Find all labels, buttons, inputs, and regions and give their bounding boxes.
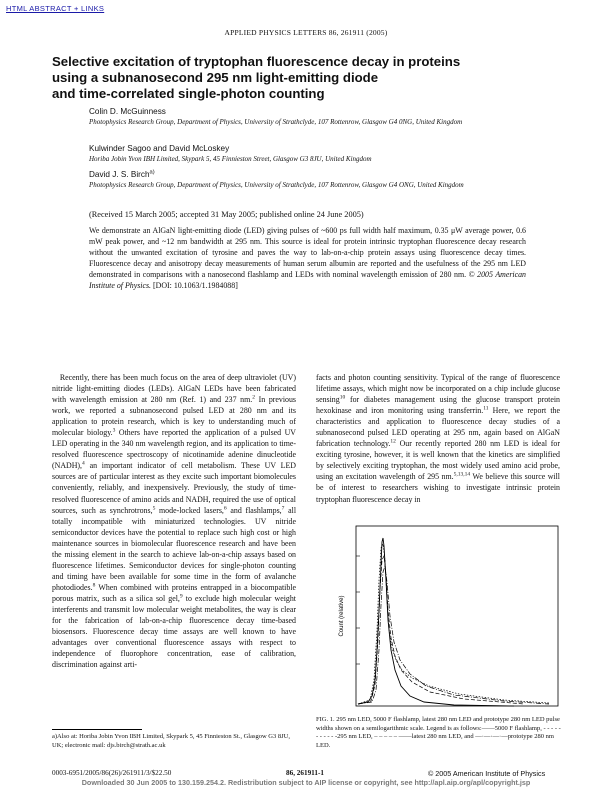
left-text-1: Recently, there has been much focus on the area of deep ultraviolet (UV) nitride light-emitting diodes (LEDs). AlGaN LEDs have been fabricated with wavelength emission at 280 nm (Ref. 1) and 237 nm. <box>52 373 296 405</box>
body-right-column <box>316 372 560 505</box>
left-text-5: mode-locked lasers, <box>155 505 224 515</box>
left-text-8: When combined with proteins entrapped in a biocompatible porous matrix, such as a silica sol gel, <box>52 582 296 603</box>
left-text-7: all totally incompatible with miniaturized technologies. UV nitride semiconductor devices have the potential to replace such high cost or high maintenance sources in biomolecular fluorescence research and have been the missing element in the search to achieve lab-on-a-chip assays based on fluorescence lifetimes. Semiconductor devices for single-photon counting and timing have been available for some time in the form of avalanche photodiodes. <box>52 505 297 592</box>
left-text-3: Others have reported the application of a pulsed UV LED operating in the 340 nm wavelength region, and its application to time-resolved fluorescence spectroscopy of nicotinamide adenine dinucleotide (NADH), <box>52 428 297 471</box>
title-line-3: and time-correlated single-photon counting <box>52 86 325 101</box>
received-dates: (Received 15 March 2005; accepted 31 May 2005; published online 24 June 2005) <box>89 210 364 219</box>
right-ref-12: 12 <box>390 438 396 445</box>
affiliation-2: Horiba Jobin Yvon IBH Limited, Skypark 5, 45 Finnieston Street, Glasgow G3 8JU, United Kingdom <box>89 155 372 163</box>
author-2: Kulwinder Sagoo and David McLoskey <box>89 144 230 153</box>
left-ref-9: 9 <box>179 593 183 600</box>
author-1: Colin D. McGuinness <box>89 107 166 116</box>
page-number: 86, 261911-1 <box>286 769 324 777</box>
y-ticks <box>356 556 360 664</box>
abstract-text: We demonstrate an AlGaN light-emitting diode (LED) giving pulses of ~600 ps full width half maximum, 0.35 μW average power, 0.6 mW peak power, and ~12 nm bandwidth at 295 nm. This source is ideal for protein intrinsic tryptophan fluorescence decay research without the unwanted excitation of tyrosine and paves the way to lab-on-a-chip protein assays using fluorescence decay times. Fluorescence decay and anisotropy decay measurements of human serum albumin are reported and the usefulness of the 295 nm LED demonstrated in comparisons with a nanosecond flashlamp and LEDs with nominal wavelength emission of 280 nm. <box>89 226 526 280</box>
abstract <box>89 225 526 292</box>
author-3-name: David J. S. Birch <box>89 170 150 179</box>
download-notice: Downloaded 30 Jun 2005 to 130.159.254.2. Redistribution subject to AIP license or copyright, see http://apl.aip.org/apl/copyright.jsp <box>81 778 531 787</box>
affiliation-3: Photophysics Research Group, Department of Physics, University of Strathclyde, 107 Rottenrow, Glasgow G4 ONG, United Kingdom <box>89 181 464 189</box>
series-295nm-led <box>358 544 549 704</box>
right-text-2: for diabetes management using the glucose transport protein hexokinase and iron monitoring using transferrin. <box>316 395 560 416</box>
figure-1 <box>334 520 562 712</box>
author-footnote: a)Also at: Horiba Jobin Yvon IBH Limited, Skypark 5, 45 Finnieston St., Glasgow G3 8JU, UK; electronic mail: djs.birch@strath.ac.uk <box>52 733 290 749</box>
right-text-3: Here, we report the characteristics and application to fluorescence decay studies of a subnanosecond pulsed LED operating at 295 nm, again based on AlGaN fabrication technology. <box>316 406 561 449</box>
right-text-4: Our recently reported 280 nm LED is ideal for exciting tyrosine, however, it is well known that the kinetics are simplified by selectively exciting tryptophan, the most widely used amino acid probe, using an excitation wavelength of 295 nm. <box>316 439 560 482</box>
figure-1-plot <box>334 520 562 712</box>
plot-frame <box>356 526 558 706</box>
running-header: APPLIED PHYSICS LETTERS 86, 261911 (2005) <box>224 28 388 37</box>
right-ref-11: 11 <box>483 405 489 412</box>
left-text-4: an important indicator of cell metabolism. These UV LED sources are of particular interest as they excite such important biomolecules conveniently, reliably, and inexpensively. Previously, the study of time-resolved fluorescence of amino acids and NADH, required the use of optical sources, such as synchrotrons, <box>52 461 296 515</box>
left-text-2: In previous work, we reported a subnanosecond pulsed LED at 280 nm and its application to protein research, which is key to understanding much of molecular biology. <box>52 395 296 438</box>
left-ref-4: 4 <box>82 460 85 467</box>
right-ref-10: 10 <box>339 394 346 401</box>
y-axis-label: Count (relative) <box>339 595 345 637</box>
left-ref-5: 5 <box>152 504 156 511</box>
title-line-1: Selective excitation of tryptophan fluorescence decay in proteins <box>52 54 461 69</box>
footnote-rule <box>52 729 142 730</box>
abstract-copyright: © 2005 American Institute of Physics. <box>89 270 526 291</box>
copyright-footer: © 2005 American Institute of Physics <box>428 769 546 778</box>
affiliation-1: Photophysics Research Group, Department of Physics, University of Strathclyde, 107 Rottenrow, Glasgow G4 0NG, United Kingdom <box>89 118 463 126</box>
body-left-column <box>52 372 296 670</box>
left-text-6: and flashlamps, <box>226 505 282 515</box>
series-flashlamp <box>358 538 514 706</box>
left-ref-8: 8 <box>92 582 96 589</box>
author-3 <box>89 170 155 179</box>
author-3-footnote-mark: a) <box>149 169 155 176</box>
left-ref-7: 7 <box>281 504 285 511</box>
article-title <box>52 54 572 102</box>
left-text-9: to exclude high molecular weight interferents and transmit low molecular weight metabolites, the way is clear for the fabrication of lab-on-a-chip fluorescence decay time-based biosensors. Fluorescence decay time assays are well known to have advantages over conventional fluorescence assays with respect to independence of fluorophore concentration, ease of calibration, discrimination against arti- <box>52 593 296 670</box>
left-ref-6: 6 <box>223 504 227 511</box>
issn-price: 0003-6951/2005/86(26)/261911/3/$22.50 <box>52 769 172 777</box>
right-text-1: facts and photon counting sensitivity. Typical of the range of fluorescence lifetime assays, which might now be incorporated on a chip include glucose sensing <box>316 373 560 405</box>
abstract-doi: [DOI: 10.1063/1.1984088] <box>151 281 238 291</box>
figure-1-caption: FIG. 1. 295 nm LED, 5000 F flashlamp, latest 280 nm LED and prototype 280 nm LED pulse widths shown on a semilogarithmic scale. Legend is as follows:——5000 F flashlamp, - - - - - - - - - - -295 nm LED, – – – – – ——latest 280 nm LED, and —·—·—·—prototype 280 nm LED. <box>316 716 561 749</box>
right-ref-13-14: 5,13,14 <box>453 471 471 478</box>
right-text-5: We believe this source will be of interest to researchers wishing to investigate intrinsic protein tryptophan fluorescence decay in <box>316 472 560 504</box>
left-ref-2: 2 <box>252 394 255 401</box>
title-line-2: using a subnanosecond 295 nm light-emitting diode <box>52 70 379 85</box>
left-ref-3: 3 <box>112 427 116 434</box>
html-abstract-links[interactable]: HTML ABSTRACT + LINKS <box>6 4 105 13</box>
